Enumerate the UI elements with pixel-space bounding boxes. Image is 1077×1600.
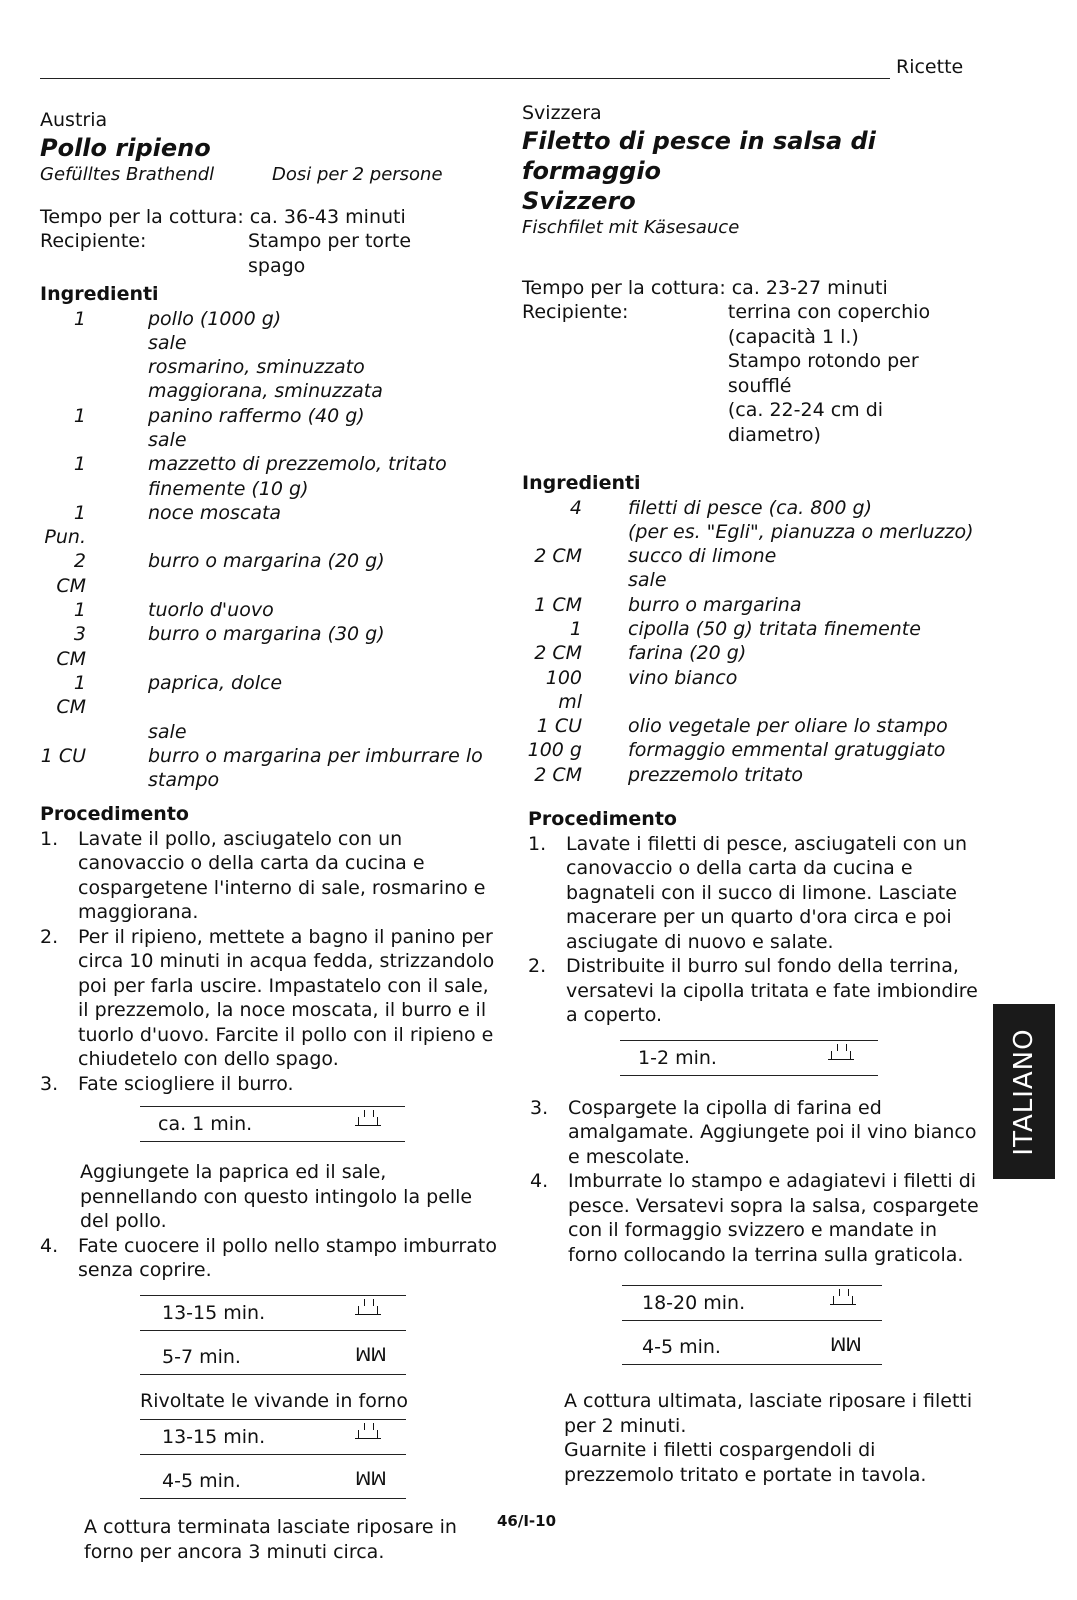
right-steps bbox=[528, 832, 982, 1028]
ingredient-quantity: 1 CU bbox=[536, 715, 582, 738]
left-timer-1-value: ca. 1 min. bbox=[158, 1113, 253, 1136]
ingredient-text: panino raffermo (40 g) bbox=[148, 404, 365, 427]
ingredient-text: sale bbox=[628, 569, 667, 592]
ingredient-quantity: 1 bbox=[73, 599, 86, 622]
ingredient-text: cipolla (50 g) tritata finemente bbox=[628, 617, 921, 640]
left-timer-1 bbox=[140, 1106, 405, 1146]
list-item bbox=[40, 827, 500, 925]
list-item bbox=[40, 622, 500, 671]
list-item bbox=[40, 477, 500, 501]
right-title-line2: Svizzero bbox=[522, 186, 636, 215]
right-vessel-value bbox=[728, 300, 982, 447]
left-procedure-heading: Procedimento bbox=[40, 803, 189, 826]
ingredient-text: tuorlo d'uovo bbox=[148, 599, 274, 622]
ingredient-quantity: 1 bbox=[569, 617, 582, 640]
step-text: Imburrate lo stampo e adagiatevi i filetti di pesce. Versatevi sopra la salsa, cospargete con il formaggio svizzero e mandate in forno collocando la terrina sulla graticola. bbox=[568, 1170, 979, 1266]
right-ingredients-list bbox=[522, 496, 982, 788]
left-vessel-value bbox=[248, 229, 411, 278]
recipe-left bbox=[40, 108, 500, 1564]
step-number: 3. bbox=[40, 1072, 59, 1095]
left-servings: Dosi per 2 persone bbox=[272, 163, 443, 185]
left-note-2: Rivoltate le vivande in forno bbox=[140, 1389, 408, 1412]
right-vessel-line4: soufflé bbox=[727, 374, 792, 397]
ingredient-quantity bbox=[40, 720, 86, 744]
left-note-1: Aggiungete la paprica ed il sale, pennellando con questo intingolo la pelle del pollo. bbox=[80, 1161, 473, 1233]
left-title: Pollo ripieno bbox=[40, 133, 211, 162]
step-text: Lavate i filetti di pesce, asciugateli con un canovaccio o della carta da cucina e bagnateli con il succo di limone. Lasciate macerare per un quarto d'ora circa e poi asciugate di nuovo e salate. bbox=[566, 832, 967, 953]
ingredient-quantity: 4 bbox=[569, 496, 582, 519]
right-timer-2-value: 18-20 min. bbox=[642, 1292, 746, 1315]
page-number: 46/I-10 bbox=[497, 1512, 557, 1530]
ingredient-text: sale bbox=[148, 331, 187, 354]
ingredient-text: burro o margarina per imburrare lo bbox=[148, 744, 483, 767]
ingredient-text: prezzemolo tritato bbox=[628, 763, 803, 786]
list-item bbox=[40, 452, 500, 476]
microwave-icon bbox=[830, 1289, 856, 1316]
left-vessel-line1: Stampo per torte bbox=[248, 230, 412, 252]
ingredient-quantity bbox=[40, 331, 86, 355]
list-item bbox=[522, 641, 982, 665]
ingredient-quantity: 2 CM bbox=[534, 763, 582, 786]
list-item bbox=[522, 544, 982, 568]
ingredient-quantity: 1 CM bbox=[56, 671, 86, 719]
list-item bbox=[40, 598, 500, 622]
right-timer-2 bbox=[622, 1285, 882, 1325]
ingredient-quantity: 1 Pun. bbox=[44, 501, 86, 549]
step-number: 1. bbox=[40, 827, 59, 850]
ingredient-quantity bbox=[40, 768, 86, 792]
list-item bbox=[40, 331, 500, 355]
left-time-value: ca. 36-43 minuti bbox=[249, 205, 406, 228]
list-item bbox=[40, 428, 500, 452]
list-item bbox=[40, 925, 500, 1072]
list-item bbox=[522, 520, 982, 544]
left-timer-3 bbox=[140, 1339, 406, 1379]
left-note-3: A cottura terminata lasciate riposare in forno per ancora 3 minuti circa. bbox=[84, 1516, 457, 1563]
ingredient-quantity bbox=[40, 477, 86, 501]
list-item bbox=[528, 954, 982, 1028]
ingredient-quantity: 2 CM bbox=[534, 545, 582, 568]
list-item bbox=[522, 763, 982, 787]
left-timer-2-value: 13-15 min. bbox=[162, 1301, 266, 1324]
right-time-value: ca. 23-27 minuti bbox=[731, 276, 888, 299]
ingredient-text: noce moscata bbox=[148, 501, 282, 524]
ingredient-text: stampo bbox=[148, 769, 220, 792]
ingredient-quantity bbox=[40, 379, 86, 403]
ingredient-quantity: 2 CM bbox=[534, 642, 582, 665]
left-timer-2 bbox=[140, 1295, 406, 1335]
list-item bbox=[40, 1072, 500, 1097]
right-procedure-heading: Procedimento bbox=[528, 808, 677, 831]
list-item: 4. Fate cuocere il pollo nello stampo imburrato senza coprire. bbox=[40, 1234, 497, 1282]
language-tab bbox=[993, 1004, 1055, 1179]
ingredient-quantity: 1 bbox=[73, 453, 86, 476]
ingredient-quantity bbox=[522, 520, 582, 544]
header-rule bbox=[40, 78, 890, 79]
step-number: 4. bbox=[530, 1170, 549, 1193]
right-timer-3 bbox=[622, 1329, 882, 1369]
grill-icon: ꟽꟽ bbox=[355, 1343, 386, 1366]
left-timer-4 bbox=[140, 1419, 406, 1459]
ingredient-text: rosmarino, sminuzzato bbox=[148, 356, 365, 379]
right-title-line1: Filetto di pesce in salsa di formaggio bbox=[522, 126, 876, 185]
step-text: Lavate il pollo, asciugatelo con un canovaccio o della carta da cucina e cospargetene l'interno di sale, rosmarino e maggiorana. bbox=[78, 827, 486, 924]
right-timer-1 bbox=[620, 1040, 878, 1080]
grill-icon: ꟽꟽ bbox=[355, 1468, 386, 1491]
ingredient-text: maggiorana, sminuzzata bbox=[148, 380, 383, 403]
left-time-label: Tempo per la cottura: bbox=[40, 205, 244, 228]
list-item bbox=[522, 568, 982, 592]
microwave-icon bbox=[355, 1299, 381, 1326]
ingredient-quantity: 3 CM bbox=[56, 623, 86, 670]
ingredient-quantity: 1 bbox=[73, 307, 86, 330]
right-vessel-line1: terrina con coperchio bbox=[727, 301, 931, 323]
right-timer-1-value: 1-2 min. bbox=[638, 1046, 717, 1069]
list-item bbox=[528, 832, 982, 955]
left-country: Austria bbox=[40, 109, 108, 131]
list-item bbox=[522, 714, 982, 738]
ingredient-text: pollo (1000 g) bbox=[148, 307, 282, 330]
ingredient-text: succo di limone bbox=[628, 545, 777, 568]
list-item bbox=[522, 593, 982, 617]
left-time-row bbox=[40, 205, 500, 230]
step-text: Per il ripieno, mettete a bagno il panino per circa 10 minuti in acqua fedda, strizzandolo poi per farla uscire. Impastatelo con il sale, il prezzemolo, la noce moscata, il burro e il tuorlo d'uovo. Farcite il pollo con il ripieno e chiudetelo con dello spago. bbox=[78, 925, 495, 1071]
list-item bbox=[522, 738, 982, 762]
step-number: 2. bbox=[40, 925, 59, 948]
ingredient-quantity: 1 CM bbox=[534, 593, 582, 616]
list-item bbox=[40, 379, 500, 403]
right-steps-continued bbox=[530, 1096, 982, 1268]
right-vessel-line2: (capacità 1 l.) bbox=[727, 325, 859, 348]
list-item bbox=[40, 501, 500, 550]
microwave-icon bbox=[828, 1044, 854, 1071]
list-item bbox=[522, 617, 982, 641]
ingredient-quantity bbox=[40, 355, 86, 379]
step-number: 1. bbox=[528, 832, 547, 855]
ingredient-text: finemente (10 g) bbox=[148, 477, 309, 500]
list-item bbox=[522, 666, 982, 715]
ingredient-text: formaggio emmental gratuggiato bbox=[628, 739, 946, 762]
right-timer-3-value: 4-5 min. bbox=[642, 1336, 721, 1359]
left-subtitle-row bbox=[40, 163, 500, 187]
right-time-row bbox=[522, 276, 982, 301]
left-timer-3-value: 5-7 min. bbox=[162, 1345, 241, 1368]
ingredient-text: burro o margarina bbox=[628, 593, 802, 616]
grill-icon: ꟽꟽ bbox=[830, 1334, 861, 1357]
left-vessel-label: Recipiente: bbox=[40, 230, 147, 252]
list-item bbox=[40, 671, 500, 720]
left-timer-5 bbox=[140, 1463, 406, 1503]
right-subtitle: Fischfilet mit Käsesauce bbox=[522, 216, 740, 238]
left-timer-4-value: 13-15 min. bbox=[162, 1426, 266, 1449]
step-text: Distribuite il burro sul fondo della terrina, versatevi la cipolla tritata e fate imbiondire a coperto. bbox=[566, 955, 978, 1027]
ingredient-text: sale bbox=[148, 720, 187, 743]
ingredient-text: sale bbox=[148, 428, 187, 451]
language-tab-label: ITALIANO bbox=[1009, 1027, 1039, 1156]
right-vessel-label: Recipiente: bbox=[522, 301, 629, 323]
ingredient-text: (per es. "Egli", pianuzza o merluzzo) bbox=[628, 520, 974, 543]
list-item bbox=[40, 720, 500, 744]
right-time-label: Tempo per la cottura: bbox=[522, 276, 726, 299]
list-item bbox=[40, 307, 500, 331]
ingredient-quantity: 1 bbox=[73, 404, 86, 427]
step-number: 3. bbox=[530, 1096, 549, 1119]
microwave-icon bbox=[355, 1110, 381, 1137]
ingredient-text: olio vegetale per oliare lo stampo bbox=[628, 715, 948, 738]
list-item bbox=[522, 496, 982, 520]
ingredient-text: burro o margarina (30 g) bbox=[148, 623, 385, 646]
header-section: Ricette bbox=[896, 56, 964, 78]
step-number: 2. bbox=[528, 955, 547, 978]
ingredient-text: filetti di pesce (ca. 800 g) bbox=[628, 496, 873, 519]
left-vessel-line2: spago bbox=[248, 254, 306, 277]
right-vessel-line5: (ca. 22-24 cm di diametro) bbox=[727, 399, 884, 446]
left-steps bbox=[40, 827, 500, 1097]
left-ingredients-heading: Ingredienti bbox=[40, 283, 159, 305]
list-item bbox=[40, 404, 500, 428]
list-item bbox=[40, 768, 500, 792]
left-subtitle: Gefülltes Brathendl bbox=[40, 163, 215, 185]
ingredient-text: burro o margarina (20 g) bbox=[148, 550, 385, 573]
left-timer-5-value: 4-5 min. bbox=[162, 1470, 241, 1493]
step-text: Fate sciogliere il burro. bbox=[78, 1072, 294, 1095]
left-vessel-row bbox=[40, 229, 500, 278]
ingredient-quantity: 100 ml bbox=[545, 666, 582, 713]
left-ingredients-list bbox=[40, 307, 500, 793]
list-item bbox=[40, 355, 500, 379]
right-note-1: A cottura ultimata, lasciate riposare i filetti per 2 minuti. bbox=[564, 1390, 973, 1437]
list-item bbox=[530, 1096, 982, 1170]
ingredient-text: farina (20 g) bbox=[628, 642, 747, 665]
ingredient-quantity: 1 CU bbox=[40, 744, 86, 767]
right-country: Svizzera bbox=[522, 102, 602, 124]
ingredient-quantity: 2 CM bbox=[56, 550, 86, 597]
right-vessel-line3: Stampo rotondo per bbox=[727, 350, 919, 372]
right-vessel-row bbox=[522, 300, 982, 447]
left-step-4 bbox=[40, 1234, 500, 1283]
list-item bbox=[530, 1169, 982, 1267]
step-text: Cospargete la cipolla di farina ed amalgamate. Aggiungete poi il vino bianco e mescolate. bbox=[568, 1096, 977, 1168]
list-item bbox=[40, 549, 500, 598]
right-note-2: Guarnite i filetti cospargendoli di prezzemolo tritato e portate in tavola. bbox=[564, 1439, 927, 1486]
list-item bbox=[40, 744, 500, 768]
ingredient-text: vino bianco bbox=[628, 666, 738, 689]
microwave-icon bbox=[355, 1423, 381, 1450]
ingredient-quantity bbox=[40, 428, 86, 452]
ingredient-quantity bbox=[522, 568, 582, 592]
ingredient-text: mazzetto di prezzemolo, tritato bbox=[148, 453, 447, 476]
ingredient-quantity: 100 g bbox=[527, 739, 582, 762]
right-ingredients-heading: Ingredienti bbox=[522, 472, 641, 494]
recipe-right bbox=[522, 101, 982, 1487]
ingredient-text: paprica, dolce bbox=[148, 671, 283, 694]
